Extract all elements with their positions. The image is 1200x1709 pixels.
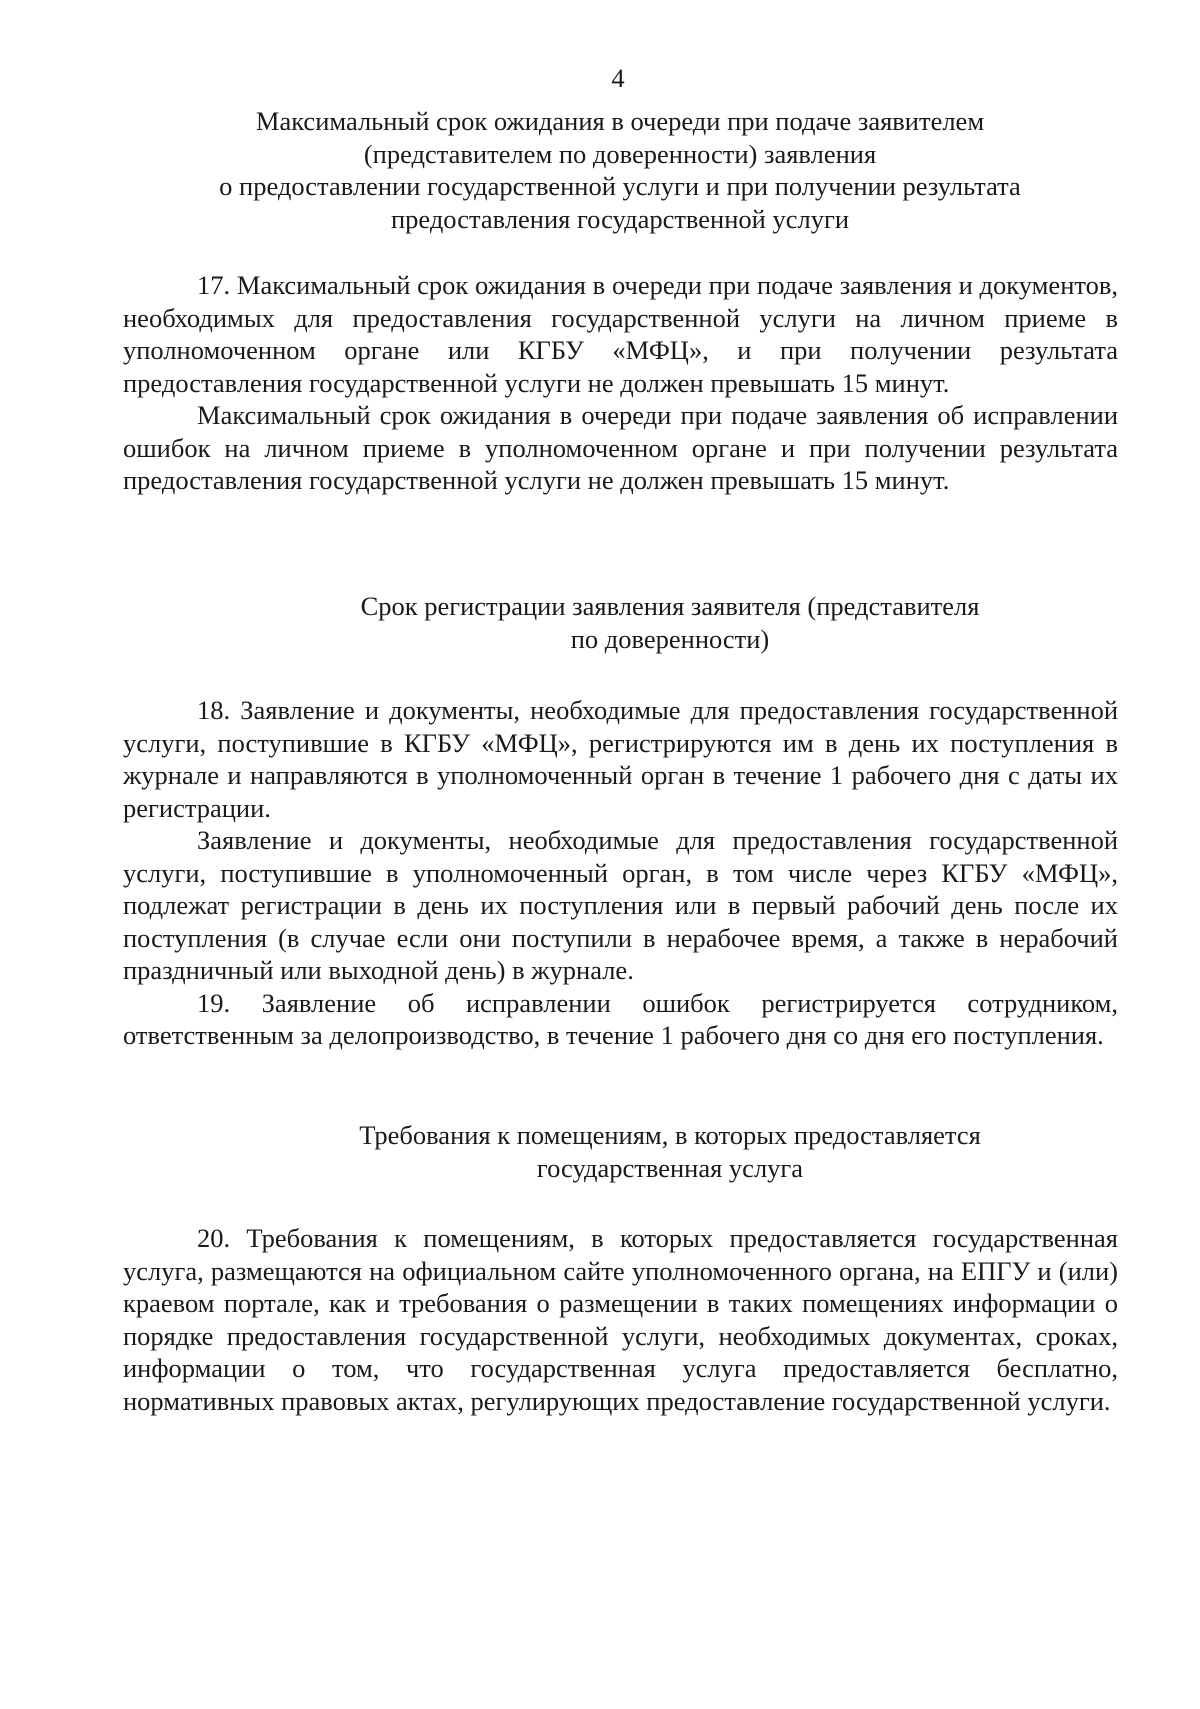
section-heading-queue-time [170, 105, 1070, 235]
section-20 [123, 1222, 1118, 1417]
heading-line: Требования к помещениям, в которых предоставляется [359, 1120, 981, 1150]
heading-line: государственная услуга [536, 1152, 804, 1183]
heading-line: Максимальный срок ожидания в очереди при подаче заявителем [255, 106, 985, 136]
section-17 [123, 269, 1118, 497]
paragraph-18-1: 18. Заявление и документы, необходимые для предоставления государственной услуги, поступившие в КГБУ «МФЦ», регистрируются им в день их поступления в журнале и направляются в уполномоченный орган в течение 1 рабочего дня с даты их регистрации. [123, 695, 1118, 823]
section-heading-premises [220, 1119, 1120, 1184]
section-heading [220, 1119, 1120, 1184]
section-heading-registration [220, 590, 1120, 655]
heading-line: предоставления государственной услуги [390, 203, 850, 234]
page-number: 4 [611, 63, 625, 93]
heading-line: по доверенности) [570, 623, 770, 654]
heading-line: (представителем по доверенности) заявления [363, 138, 877, 169]
heading-line: Срок регистрации заявления заявителя (представителя [360, 591, 980, 621]
heading-line: о предоставлении государственной услуги и при получении результата [219, 171, 1021, 201]
section-18-19 [123, 694, 1118, 1052]
paragraph-19: 19. Заявление об исправлении ошибок регистрируется сотрудником, ответственным за делопроизводство, в течение 1 рабочего дня со дня его поступления. [123, 987, 1118, 1050]
section-heading [220, 590, 1120, 655]
paragraph-17-2: Максимальный срок ожидания в очереди при подаче заявления об исправлении ошибок на личном приеме в уполномоченном органе и при получении результата предоставления государственной услуги не должен превышать 15 минут. [123, 400, 1118, 495]
paragraph-18-2: Заявление и документы, необходимые для предоставления государственной услуги, поступившие в уполномоченный орган, в том числе через КГБУ «МФЦ», подлежат регистрации в день их поступления или в первый рабочий день после их поступления (в случае если они поступили в нерабочее время, а также в нерабочий праздничный или выходной день) в журнале. [123, 825, 1118, 985]
section-heading [170, 105, 1070, 235]
paragraph-17-1: 17. Максимальный срок ожидания в очереди при подаче заявления и документов, необходимых для предоставления государственной услуги на личном приеме в уполномоченном органе или КГБУ «МФЦ», и при получении результата предоставления государственной услуги не должен превышать 15 минут. [123, 270, 1118, 398]
paragraph-20: 20. Требования к помещениям, в которых предоставляется государственная услуга, размещаются на официальном сайте уполномоченного органа, на ЕПГУ и (или) краевом портале, как и требования о размещении в таких помещениях информации о порядке предоставления государственной услуги, необходимых документах, сроках, информации о том, что государственная услуга предоставляется бесплатно, нормативных правовых актах, регулирующих предоставление государственной услуги. [123, 1223, 1118, 1416]
